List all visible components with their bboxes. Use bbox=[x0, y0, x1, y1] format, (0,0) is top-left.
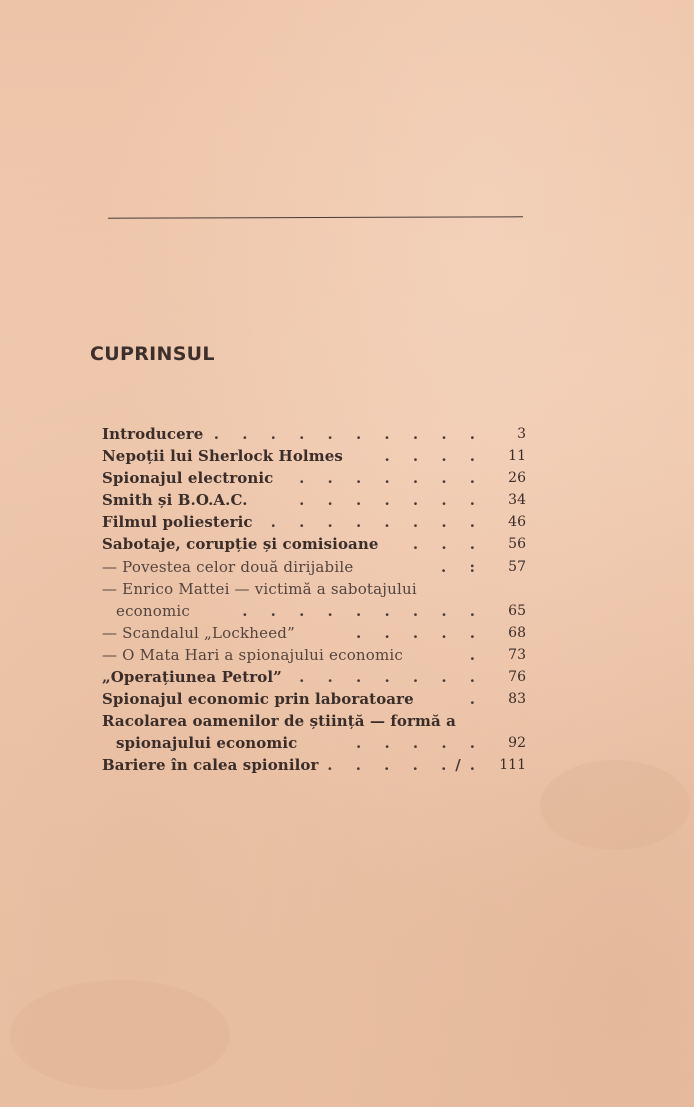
toc-leader-dots: . : bbox=[441, 557, 484, 576]
toc-entry bbox=[102, 533, 526, 555]
toc-page-number: 57 bbox=[508, 558, 526, 575]
toc-entry-title: — Enrico Mattei — victimă a sabotajului bbox=[102, 579, 417, 598]
toc-entry-title: Introducere bbox=[102, 425, 204, 443]
toc-leader-dots: . . . . . . . bbox=[299, 668, 484, 687]
toc-leader-dots: . . . . . . . bbox=[299, 469, 484, 488]
toc-entry bbox=[102, 600, 526, 622]
paper-stain bbox=[540, 760, 690, 850]
toc-entry-title: „Operațiunea Petrol” bbox=[102, 668, 282, 687]
toc-leader-dots: . . . . ./. bbox=[327, 756, 484, 775]
toc-leader-dots: . . . . bbox=[384, 447, 484, 466]
toc-page-number: 111 bbox=[499, 757, 526, 774]
toc-leader-dots: . . . . . bbox=[356, 734, 484, 753]
paper-stain bbox=[10, 980, 230, 1090]
toc-entry-title: — Scandalul „Lockheed” bbox=[102, 623, 295, 642]
toc-leader-dots: . . . . . . . . . . bbox=[213, 425, 484, 443]
toc-entry bbox=[102, 754, 526, 776]
toc-leader-dots: . . . . . . . . . bbox=[242, 601, 484, 620]
toc-page-number: 83 bbox=[508, 691, 526, 708]
toc-entry-title: Nepoții lui Sherlock Holmes bbox=[102, 447, 343, 466]
toc-page-number: 73 bbox=[508, 646, 526, 663]
toc-entry-title: Filmul poliesteric bbox=[102, 513, 253, 532]
toc-entry bbox=[102, 423, 526, 445]
toc-page-number: 56 bbox=[508, 536, 526, 553]
toc-entry-title: Spionajul economic prin laboratoare bbox=[102, 690, 414, 709]
toc-page-number: 11 bbox=[508, 448, 526, 465]
toc-entry-title: — O Mata Hari a spionajului economic bbox=[102, 645, 404, 664]
toc-heading: CUPRINSUL bbox=[90, 343, 215, 365]
toc-page-number: 46 bbox=[508, 514, 526, 531]
table-of-contents bbox=[102, 423, 526, 777]
toc-page-number: 3 bbox=[517, 426, 526, 442]
toc-entry bbox=[102, 578, 526, 600]
toc-entry-title: economic bbox=[116, 601, 191, 620]
toc-entry bbox=[102, 467, 526, 489]
toc-entry-title: — Povestea celor două dirijabile bbox=[102, 557, 354, 576]
toc-page-number: 26 bbox=[508, 470, 526, 487]
toc-entry bbox=[102, 511, 526, 533]
toc-page-number: 34 bbox=[508, 492, 526, 509]
toc-leader-dots: . . . . . . . . bbox=[270, 513, 484, 532]
toc-entry bbox=[102, 688, 526, 710]
toc-page-number: 65 bbox=[508, 602, 526, 619]
toc-entry-title: spionajului economic bbox=[116, 734, 298, 753]
toc-entry bbox=[102, 622, 526, 644]
toc-entry bbox=[102, 445, 526, 467]
toc-leader-dots: . . . . . bbox=[356, 623, 484, 642]
toc-entry bbox=[102, 489, 526, 511]
toc-page-number: 76 bbox=[508, 669, 526, 686]
toc-page-number: 68 bbox=[508, 624, 526, 641]
toc-page-number: 92 bbox=[508, 735, 526, 752]
top-divider-line bbox=[108, 216, 523, 218]
toc-entry-title: Smith și B.O.A.C. bbox=[102, 491, 248, 510]
toc-entry-title: Racolarea oamenilor de știință — formă a bbox=[102, 712, 456, 731]
toc-entry-title: Bariere în calea spionilor bbox=[102, 756, 319, 775]
toc-entry bbox=[102, 666, 526, 688]
toc-entry-title: Spionajul electronic bbox=[102, 469, 274, 488]
toc-leader-dots: . . . . . . . bbox=[299, 491, 484, 510]
toc-entry bbox=[102, 556, 526, 578]
toc-entry bbox=[102, 732, 526, 754]
toc-leader-dots: . bbox=[469, 690, 484, 709]
toc-leader-dots: . bbox=[469, 645, 484, 664]
toc-entry bbox=[102, 710, 526, 732]
toc-entry bbox=[102, 644, 526, 666]
toc-entry-title: Sabotaje, corupție și comisioane bbox=[102, 535, 379, 554]
toc-leader-dots: . . . bbox=[412, 535, 484, 554]
